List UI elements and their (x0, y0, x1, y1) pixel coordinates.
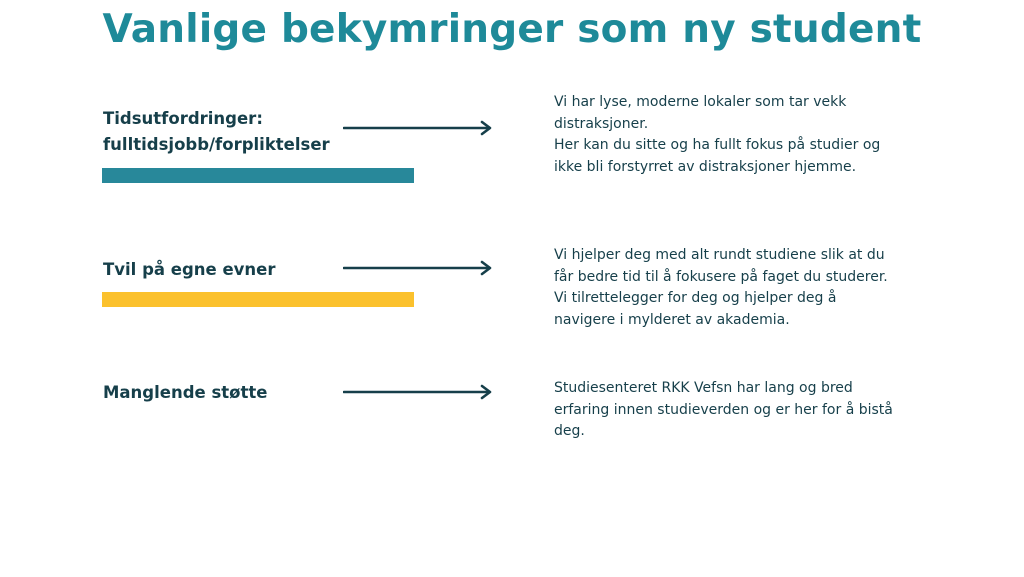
answer-line: Vi tilrettelegger for deg og hjelper deg å (554, 290, 837, 306)
answer-line: ikke bli forstyrret av distraksjoner hjemme. (554, 158, 857, 175)
arrow-right-icon (343, 383, 495, 401)
concern-self-doubt (103, 257, 275, 283)
answer-line: navigere i mylderet av akademia. (554, 311, 790, 328)
answer-line: erfaring innen studieverden og er her for å bistå (554, 401, 893, 418)
answer-line: Vi hjelper deg med alt rundt studiene slik at du (554, 247, 885, 263)
concern-lack-of-support (103, 380, 267, 406)
answer-self-doubt (554, 245, 926, 331)
answer-time-challenges (554, 92, 926, 178)
page-title: Vanlige bekymringer som ny student (102, 7, 922, 52)
answer-line: Her kan du sitte og ha fullt fokus på studier og (554, 137, 881, 153)
answer-line: deg. (554, 423, 585, 439)
concern-line: Tidsutfordringer: (103, 109, 263, 128)
answer-line: Vi har lyse, moderne lokaler som tar vekk (554, 94, 847, 110)
concern-line: Manglende støtte (103, 383, 268, 402)
answer-line: får bedre tid til å fokusere på faget du studerer. (554, 268, 888, 285)
concern-time-challenges (103, 106, 330, 158)
yellow-highlight-bar (102, 292, 414, 307)
answer-line: distraksjoner. (554, 115, 649, 132)
teal-highlight-bar (102, 168, 414, 183)
concern-line: Tvil på egne evner (103, 260, 276, 279)
concern-line: fulltidsjobb/forpliktelser (103, 135, 330, 154)
arrow-right-icon (343, 119, 495, 137)
answer-line: Studiesenteret RKK Vefsn har lang og bred (554, 380, 853, 396)
arrow-right-icon (343, 259, 495, 277)
answer-lack-of-support (554, 378, 926, 443)
